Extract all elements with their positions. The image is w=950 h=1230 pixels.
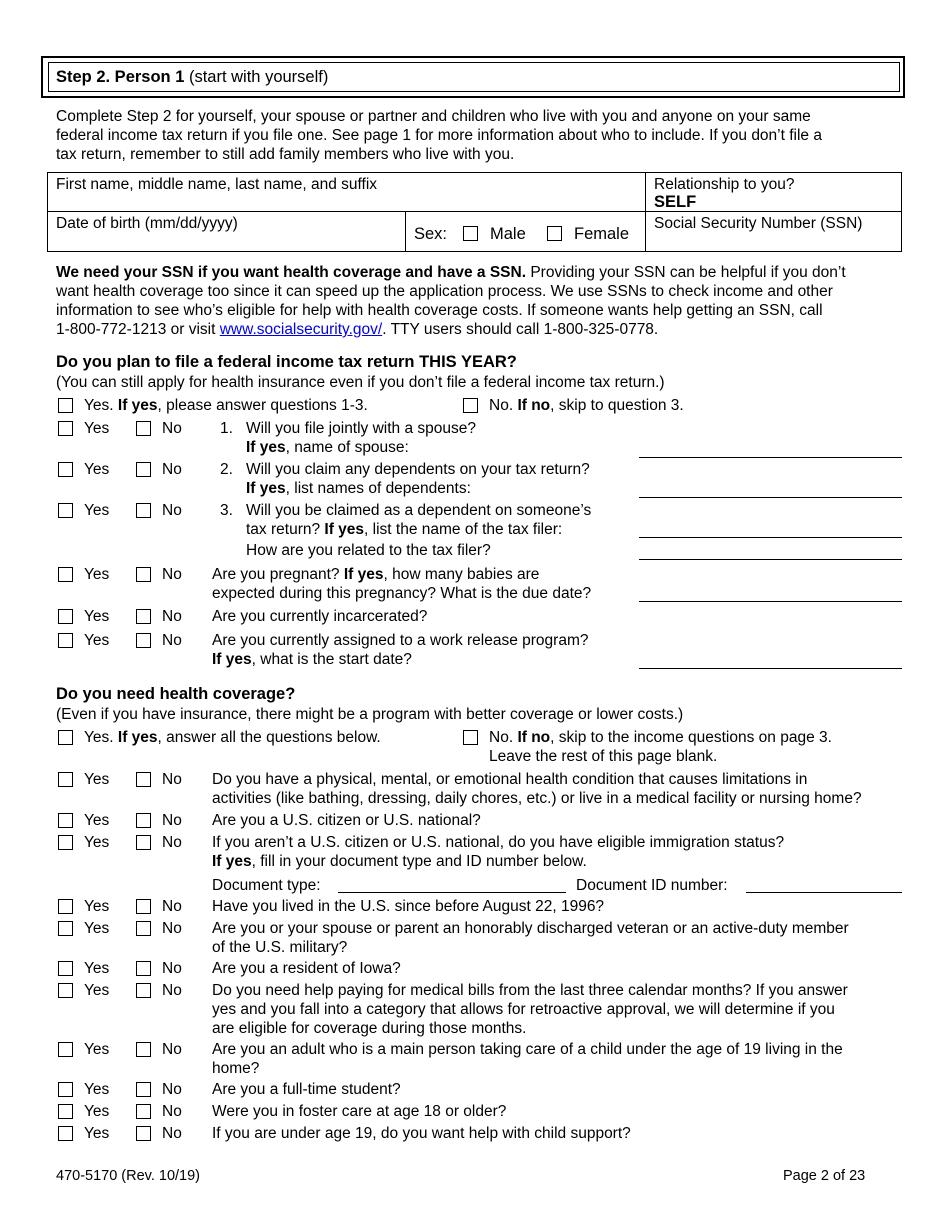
incarcerated-no-label: No <box>162 608 182 625</box>
health-yes-label: Yes <box>84 771 110 788</box>
immigration-followup: If yes, fill in your document type and ID number below. <box>212 853 587 870</box>
ssn-line-3: information to see who’s eligible for help with health coverage costs. If someone wants help getting an SSN, call <box>56 302 823 319</box>
q1-yes-checkbox[interactable] <box>58 421 73 436</box>
q3-followup: tax return? If yes, list the name of the tax filer: <box>246 521 563 538</box>
step-subtitle: (start with yourself) <box>184 68 329 86</box>
coverage-yes-checkbox[interactable] <box>58 730 73 745</box>
immigration-no-checkbox[interactable] <box>136 835 151 850</box>
work-release-no-label: No <box>162 632 182 649</box>
health-question: Do you have a physical, mental, or emotional health condition that causes limitations in <box>212 771 808 788</box>
medical-bills-yes-label: Yes <box>84 982 110 999</box>
child-support-no-label: No <box>162 1125 182 1142</box>
tax-no-checkbox[interactable] <box>463 398 478 413</box>
foster-yes-label: Yes <box>84 1103 110 1120</box>
q3-no-checkbox[interactable] <box>136 503 151 518</box>
iowa-question: Are you a resident of Iowa? <box>212 960 401 977</box>
citizen-yes-label: Yes <box>84 812 110 829</box>
step-title: Step 2. Person 1 <box>56 68 185 86</box>
iowa-yes-label: Yes <box>84 960 110 977</box>
citizen-question: Are you a U.S. citizen or U.S. national? <box>212 812 481 829</box>
ssa-link[interactable]: www.socialsecurity.gov/ <box>219 321 383 338</box>
q2-text: Will you claim any dependents on your tax return? <box>246 461 590 478</box>
q1-followup: If yes, name of spouse: <box>246 439 409 456</box>
intro-line-2: federal income tax return if you file one. See page 1 for more information about who to include. If you don’t file a <box>56 127 822 144</box>
q2-yes-checkbox[interactable] <box>58 462 73 477</box>
name-label: First name, middle name, last name, and suffix <box>56 176 378 193</box>
ssn-line-1: We need your SSN if you want health coverage and have a SSN. Providing your SSN can be helpful if you don’t <box>56 264 846 281</box>
medical-bills-no-label: No <box>162 982 182 999</box>
tax-no-label: No. If no, skip to question 3. <box>489 397 684 414</box>
relationship-value: SELF <box>654 193 697 211</box>
veteran-question: Are you or your spouse or parent an honorably discharged veteran or an active-duty member <box>212 920 849 937</box>
student-no-checkbox[interactable] <box>136 1082 151 1097</box>
caretaker-no-checkbox[interactable] <box>136 1042 151 1057</box>
tax-yes-label: Yes. If yes, please answer questions 1-3. <box>84 397 368 414</box>
q3-text: Will you be claimed as a dependent on someone’s <box>246 502 592 519</box>
female-checkbox[interactable] <box>547 226 562 241</box>
q1-number: 1. <box>220 420 233 437</box>
ssn-line-4: 1-800-772-1213 or visit www.socialsecurity.gov/. TTY users should call 1-800-325-0778. <box>56 321 659 338</box>
coverage-subheading: (Even if you have insurance, there might be a program with better coverage or lower costs.) <box>56 706 684 723</box>
coverage-no-label: No. If no, skip to the income questions on page 3. <box>489 729 832 746</box>
ssn-label: Social Security Number (SSN) <box>654 215 863 232</box>
pregnant-yes-checkbox[interactable] <box>58 567 73 582</box>
tax-heading: Do you plan to file a federal income tax return THIS YEAR? <box>56 353 517 371</box>
q2-number: 2. <box>220 461 233 478</box>
q2-no-label: No <box>162 461 182 478</box>
incarcerated-yes-label: Yes <box>84 608 110 625</box>
q3-yes-label: Yes <box>84 502 110 519</box>
step-header <box>48 62 900 92</box>
immigration-no-label: No <box>162 834 182 851</box>
veteran-yes-label: Yes <box>84 920 110 937</box>
veteran-no-checkbox[interactable] <box>136 921 151 936</box>
iowa-no-checkbox[interactable] <box>136 961 151 976</box>
q1-yes-label: Yes <box>84 420 110 437</box>
spouse-name-line[interactable] <box>639 457 902 458</box>
pregnant-question: Are you pregnant? If yes, how many babies are <box>212 566 540 583</box>
q3-yes-checkbox[interactable] <box>58 503 73 518</box>
citizen-yes-checkbox[interactable] <box>58 813 73 828</box>
foster-no-label: No <box>162 1103 182 1120</box>
student-no-label: No <box>162 1081 182 1098</box>
q1-no-label: No <box>162 420 182 437</box>
veteran-no-label: No <box>162 920 182 937</box>
intro-line-3: tax return, remember to still add family members who live with you. <box>56 146 515 163</box>
document-type-line[interactable] <box>338 892 566 893</box>
work-release-yes-checkbox[interactable] <box>58 633 73 648</box>
work-release-question: Are you currently assigned to a work release program? <box>212 632 589 649</box>
document-id-label: Document ID number: <box>576 877 728 894</box>
q2-no-checkbox[interactable] <box>136 462 151 477</box>
q2-followup: If yes, list names of dependents: <box>246 480 471 497</box>
medical-bills-yes-checkbox[interactable] <box>58 983 73 998</box>
immigration-yes-label: Yes <box>84 834 110 851</box>
veteran-yes-checkbox[interactable] <box>58 921 73 936</box>
iowa-yes-checkbox[interactable] <box>58 961 73 976</box>
work-release-no-checkbox[interactable] <box>136 633 151 648</box>
coverage-yes-label: Yes. If yes, answer all the questions below. <box>84 729 381 746</box>
intro-line-1: Complete Step 2 for yourself, your spouse or partner and children who live with you and anyone on your same <box>56 108 811 125</box>
q3-number: 3. <box>220 502 233 519</box>
q2-yes-label: Yes <box>84 461 110 478</box>
medical-bills-no-checkbox[interactable] <box>136 983 151 998</box>
student-yes-label: Yes <box>84 1081 110 1098</box>
immigration-question: If you aren’t a U.S. citizen or U.S. national, do you have eligible immigration status? <box>212 834 785 851</box>
child-support-no-checkbox[interactable] <box>136 1126 151 1141</box>
child-support-yes-checkbox[interactable] <box>58 1126 73 1141</box>
pregnant-question-2: expected during this pregnancy? What is the due date? <box>212 585 592 602</box>
caretaker-yes-label: Yes <box>84 1041 110 1058</box>
q1-text: Will you file jointly with a spouse? <box>246 420 477 437</box>
incarcerated-question: Are you currently incarcerated? <box>212 608 428 625</box>
pregnant-no-label: No <box>162 566 182 583</box>
tax-yes-checkbox[interactable] <box>58 398 73 413</box>
coverage-heading: Do you need health coverage? <box>56 685 296 703</box>
coverage-no-label-2: Leave the rest of this page blank. <box>489 748 718 765</box>
coverage-no-checkbox[interactable] <box>463 730 478 745</box>
person-info-table <box>47 172 902 252</box>
tax-filer-relation-line[interactable] <box>639 559 902 560</box>
q1-no-checkbox[interactable] <box>136 421 151 436</box>
incarcerated-yes-checkbox[interactable] <box>58 609 73 624</box>
caretaker-question-2: home? <box>212 1060 260 1077</box>
page-number: Page 2 of 23 <box>783 1168 866 1184</box>
male-label: Male <box>490 225 526 243</box>
child-support-question: If you are under age 19, do you want help with child support? <box>212 1125 631 1142</box>
student-yes-checkbox[interactable] <box>58 1082 73 1097</box>
medical-bills-question-2: yes and you fall into a category that allows for retroactive approval, we will determine if you <box>212 1001 835 1018</box>
dob-label: Date of birth (mm/dd/yyyy) <box>56 215 238 232</box>
form-number: 470-5170 (Rev. 10/19) <box>56 1168 201 1184</box>
pregnancy-line[interactable] <box>639 601 902 602</box>
work-release-followup: If yes, what is the start date? <box>212 651 412 668</box>
health-question-2: activities (like bathing, dressing, daily chores, etc.) or live in a medical facility or nursing home? <box>212 790 862 807</box>
foster-question: Were you in foster care at age 18 or older? <box>212 1103 507 1120</box>
lived-no-checkbox[interactable] <box>136 899 151 914</box>
sex-label: Sex: <box>414 225 448 243</box>
lived-yes-label: Yes <box>84 898 110 915</box>
foster-yes-checkbox[interactable] <box>58 1104 73 1119</box>
citizen-no-label: No <box>162 812 182 829</box>
medical-bills-question-3: are eligible for coverage during those months. <box>212 1020 527 1037</box>
lived-no-label: No <box>162 898 182 915</box>
document-id-line[interactable] <box>746 892 902 893</box>
health-no-checkbox[interactable] <box>136 772 151 787</box>
female-label: Female <box>574 225 630 243</box>
male-checkbox[interactable] <box>463 226 478 241</box>
document-type-label: Document type: <box>212 877 321 894</box>
pregnant-yes-label: Yes <box>84 566 110 583</box>
relationship-label: Relationship to you? <box>654 176 795 193</box>
work-release-date-line[interactable] <box>639 668 902 669</box>
child-support-yes-label: Yes <box>84 1125 110 1142</box>
citizen-no-checkbox[interactable] <box>136 813 151 828</box>
health-no-label: No <box>162 771 182 788</box>
caretaker-yes-checkbox[interactable] <box>58 1042 73 1057</box>
tax-filer-name-line[interactable] <box>639 537 902 538</box>
health-yes-checkbox[interactable] <box>58 772 73 787</box>
incarcerated-no-checkbox[interactable] <box>136 609 151 624</box>
work-release-yes-label: Yes <box>84 632 110 649</box>
foster-no-checkbox[interactable] <box>136 1104 151 1119</box>
ssn-line-2: want health coverage too since it can speed up the application process. We use SSNs to check income and other <box>56 283 833 300</box>
pregnant-no-checkbox[interactable] <box>136 567 151 582</box>
caretaker-question: Are you an adult who is a main person taking care of a child under the age of 19 living in the <box>212 1041 843 1058</box>
tax-subheading: (You can still apply for health insurance even if you don’t file a federal income tax return.) <box>56 374 665 391</box>
lived-question: Have you lived in the U.S. since before August 22, 1996? <box>212 898 605 915</box>
q3-no-label: No <box>162 502 182 519</box>
lived-yes-checkbox[interactable] <box>58 899 73 914</box>
medical-bills-question: Do you need help paying for medical bills from the last three calendar months? If you answer <box>212 982 848 999</box>
dependents-line[interactable] <box>639 497 902 498</box>
student-question: Are you a full-time student? <box>212 1081 401 1098</box>
veteran-question-2: of the U.S. military? <box>212 939 348 956</box>
caretaker-no-label: No <box>162 1041 182 1058</box>
q3-relation-text: How are you related to the tax filer? <box>246 542 491 559</box>
iowa-no-label: No <box>162 960 182 977</box>
immigration-yes-checkbox[interactable] <box>58 835 73 850</box>
